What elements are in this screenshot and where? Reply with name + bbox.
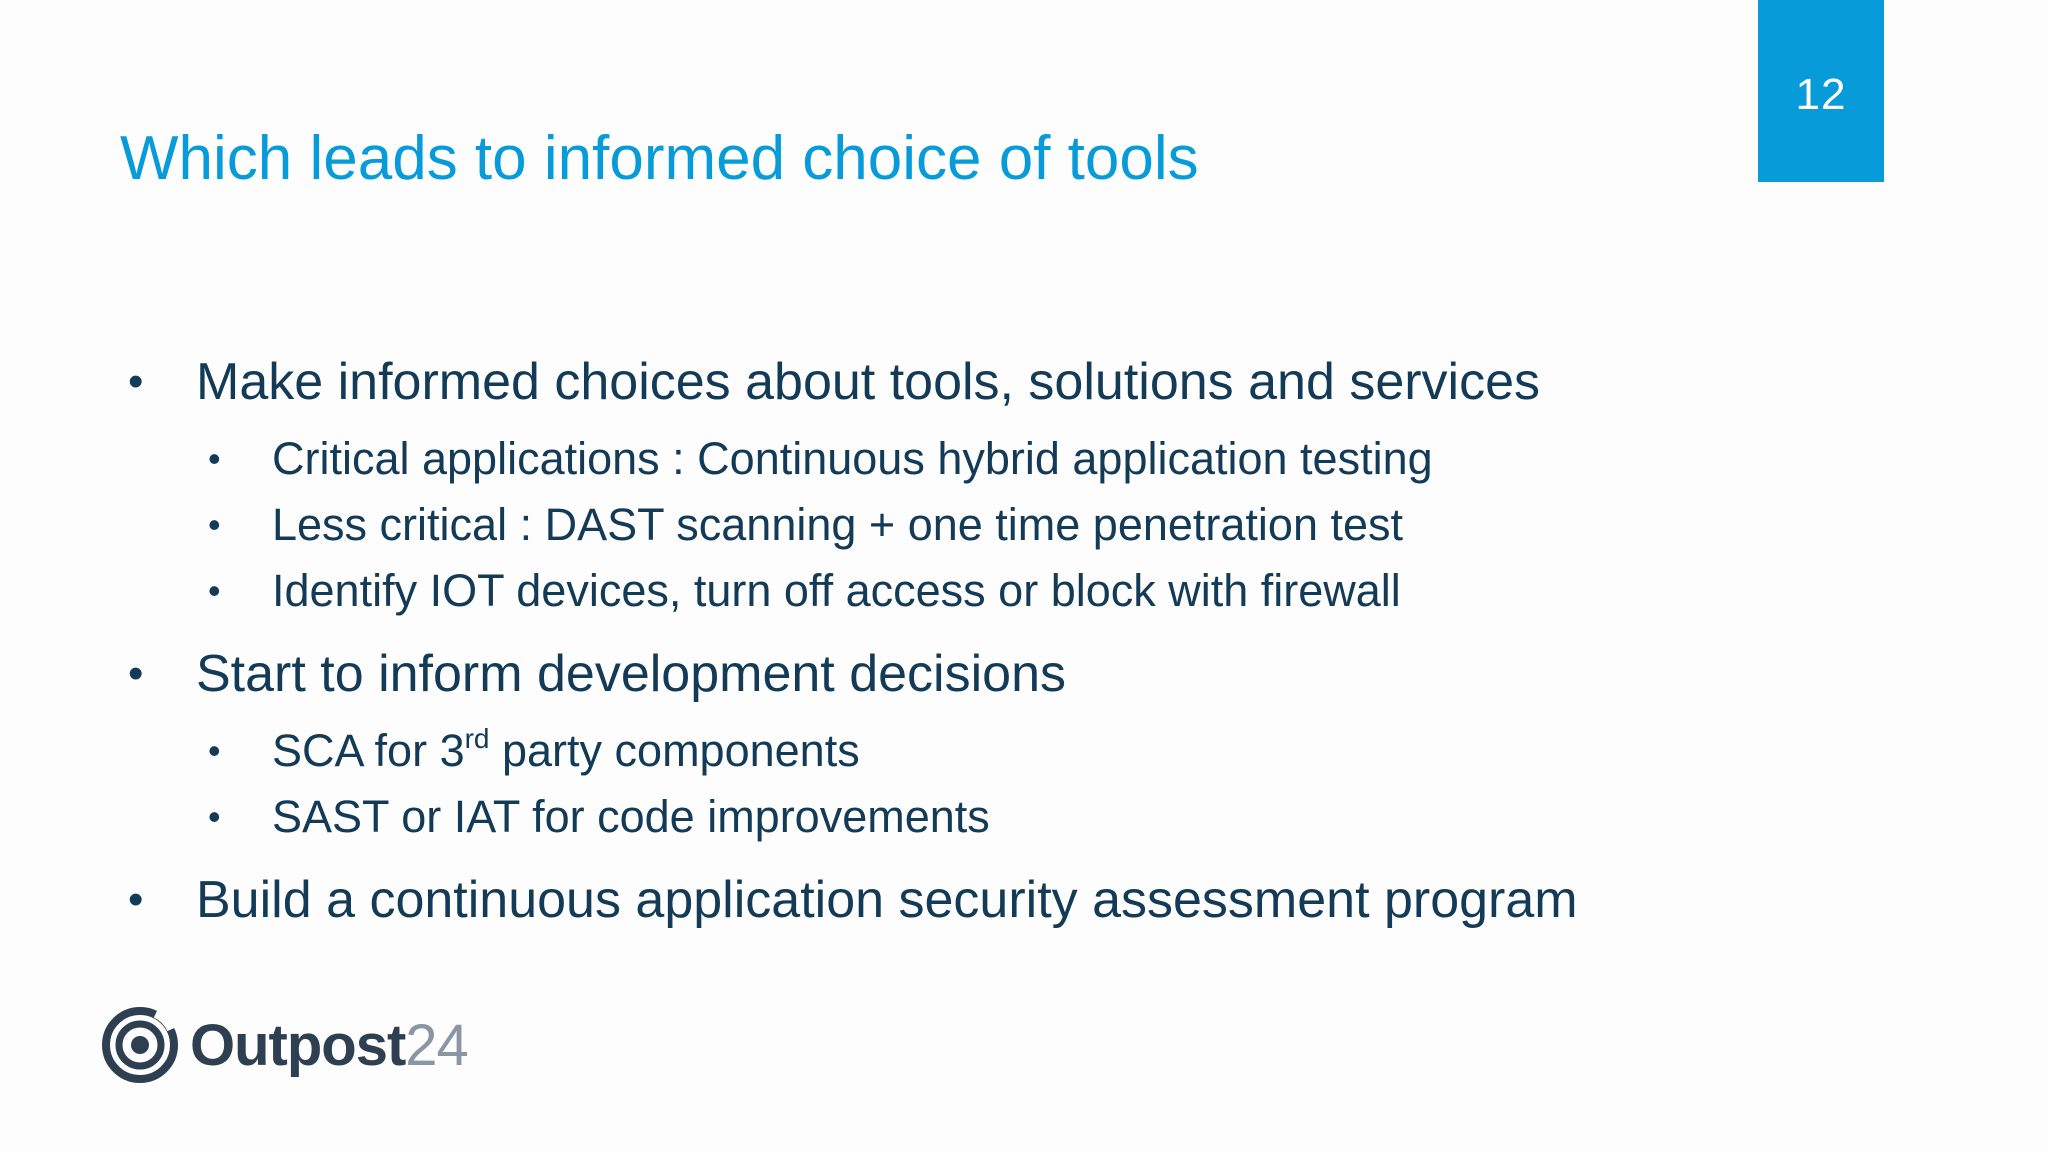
bullet-item-assessment-program — [120, 868, 1820, 932]
bullet-item-development-decisions — [120, 642, 1820, 706]
ordinal-superscript: rd — [464, 723, 490, 754]
bullet-list — [120, 350, 1820, 932]
bullet-item-informed-choices — [120, 350, 1820, 414]
bullet-text: Start to inform development decisions — [196, 645, 1066, 703]
page-number: 12 — [1795, 70, 1847, 119]
outpost24-logo — [100, 1000, 468, 1090]
bullet-icon: • — [128, 357, 144, 406]
sub-bullet-text-end: party components — [489, 725, 860, 776]
bullet-icon: • — [128, 649, 144, 698]
sub-bullet-text: Identify IOT devices, turn off access or block with firewall — [272, 565, 1401, 616]
bullet-icon: • — [208, 570, 221, 611]
bullet-icon: • — [208, 730, 221, 771]
target-rings-icon — [100, 1005, 180, 1085]
sub-bullet-sast-iat — [120, 784, 1820, 850]
bullet-icon: • — [208, 438, 221, 479]
logo-word: Outpost — [190, 1012, 406, 1078]
sub-bullet-less-critical — [120, 492, 1820, 558]
sub-bullet-text: Critical applications : Continuous hybrid application testing — [272, 433, 1433, 484]
sub-bullet-critical-applications — [120, 426, 1820, 492]
logo-number: 24 — [405, 1012, 468, 1078]
bullet-icon: • — [208, 504, 221, 545]
bullet-text: Make informed choices about tools, solutions and services — [196, 353, 1541, 411]
page-number-badge — [1758, 0, 1884, 182]
bullet-icon: • — [208, 796, 221, 837]
bullet-icon: • — [128, 875, 144, 924]
slide-title: Which leads to informed choice of tools — [120, 124, 1199, 193]
sub-bullet-text: Less critical : DAST scanning + one time penetration test — [272, 499, 1403, 550]
sub-bullet-text-start: SCA for 3 — [272, 725, 465, 776]
sub-bullet-iot-devices — [120, 558, 1820, 624]
logo-wordmark — [190, 1012, 468, 1079]
sub-bullet-sca — [120, 718, 1820, 784]
bullet-text: Build a continuous application security assessment program — [196, 871, 1578, 929]
sub-bullet-text: SAST or IAT for code improvements — [272, 791, 990, 842]
